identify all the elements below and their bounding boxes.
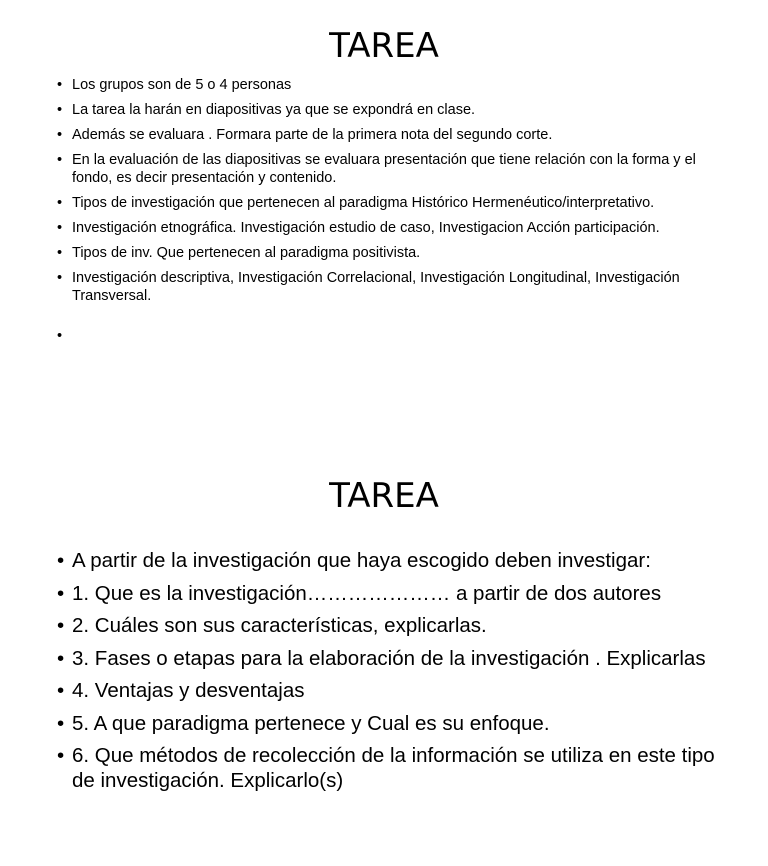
list-item	[57, 711, 717, 736]
bullet-text: Tipos de investigación que pertenecen al paradigma Histórico Hermenéutico/interpretativo.	[72, 195, 655, 211]
bullet-icon: •	[57, 102, 63, 118]
list-item	[57, 678, 717, 703]
list-item	[57, 244, 717, 262]
bullet-icon: •	[57, 581, 65, 605]
bullet-text: 2. Cuáles son sus características, explicarlas.	[72, 614, 487, 637]
bullet-icon: •	[57, 328, 63, 344]
bullet-icon: •	[57, 77, 63, 93]
bullet-icon: •	[57, 646, 65, 670]
bullet-text: 4. Ventajas y desventajas	[72, 679, 305, 702]
bullet-icon: •	[57, 614, 65, 637]
list-item	[57, 219, 717, 237]
slide-2	[0, 462, 768, 866]
bullet-icon: •	[57, 679, 65, 702]
bullet-icon: •	[57, 152, 63, 168]
bullet-icon: •	[57, 549, 65, 572]
bullet-text: Tipos de inv. Que pertenecen al paradigma positivista.	[72, 245, 421, 261]
bullet-icon: •	[57, 245, 63, 261]
bullet-text: A partir de la investigación que haya escogido deben investigar:	[72, 549, 651, 572]
list-item	[57, 548, 717, 573]
bullet-icon: •	[57, 744, 65, 767]
bullet-icon: •	[57, 127, 63, 143]
bullet-icon: •	[57, 220, 63, 236]
bullet-text: Investigación etnográfica. Investigación estudio de caso, Investigacion Acción participación.	[72, 220, 660, 236]
bullet-text: 5. A que paradigma pertenece y Cual es su enfoque.	[72, 711, 550, 735]
list-item	[57, 613, 717, 638]
slide-2-bullet-list	[57, 548, 717, 801]
bullet-text: 3. Fases o etapas para la elaboración de la investigación . Explicarlas	[72, 646, 706, 670]
list-item	[57, 269, 717, 305]
bullet-icon: •	[57, 270, 63, 286]
list-item	[57, 151, 717, 187]
list-item	[57, 646, 717, 671]
bullet-text: 1. Que es la investigación………………… a partir de dos autores	[72, 581, 662, 605]
bullet-text: 6. Que métodos de recolección de la información se utiliza en este tipo de investigación. Explicarlo(s)	[72, 744, 715, 792]
bullet-icon: •	[57, 711, 65, 735]
bullet-text: La tarea la harán en diapositivas ya que se expondrá en clase.	[72, 102, 476, 118]
bullet-text: En la evaluación de las diapositivas se evaluara presentación que tiene relación con la forma y el fondo, es decir presentación y contenido.	[72, 152, 696, 186]
list-item	[57, 743, 717, 793]
empty-list-item	[57, 327, 717, 345]
list-item	[57, 76, 717, 94]
list-item	[57, 581, 717, 606]
bullet-text: Investigación descriptiva, Investigación Correlacional, Investigación Longitudinal, Investigación Transversal.	[72, 270, 680, 304]
list-item	[57, 126, 717, 144]
list-item	[57, 101, 717, 119]
slide-1	[0, 0, 768, 410]
bullet-icon: •	[57, 195, 63, 211]
bullet-text: Los grupos son de 5 o 4 personas	[72, 77, 292, 93]
bullet-text: Además se evaluara . Formara parte de la primera nota del segundo corte.	[72, 127, 553, 143]
slide-2-title: TAREA	[329, 476, 439, 516]
list-item	[57, 194, 717, 212]
slide-1-title: TAREA	[329, 26, 439, 66]
slide-1-bullet-list	[57, 76, 717, 352]
